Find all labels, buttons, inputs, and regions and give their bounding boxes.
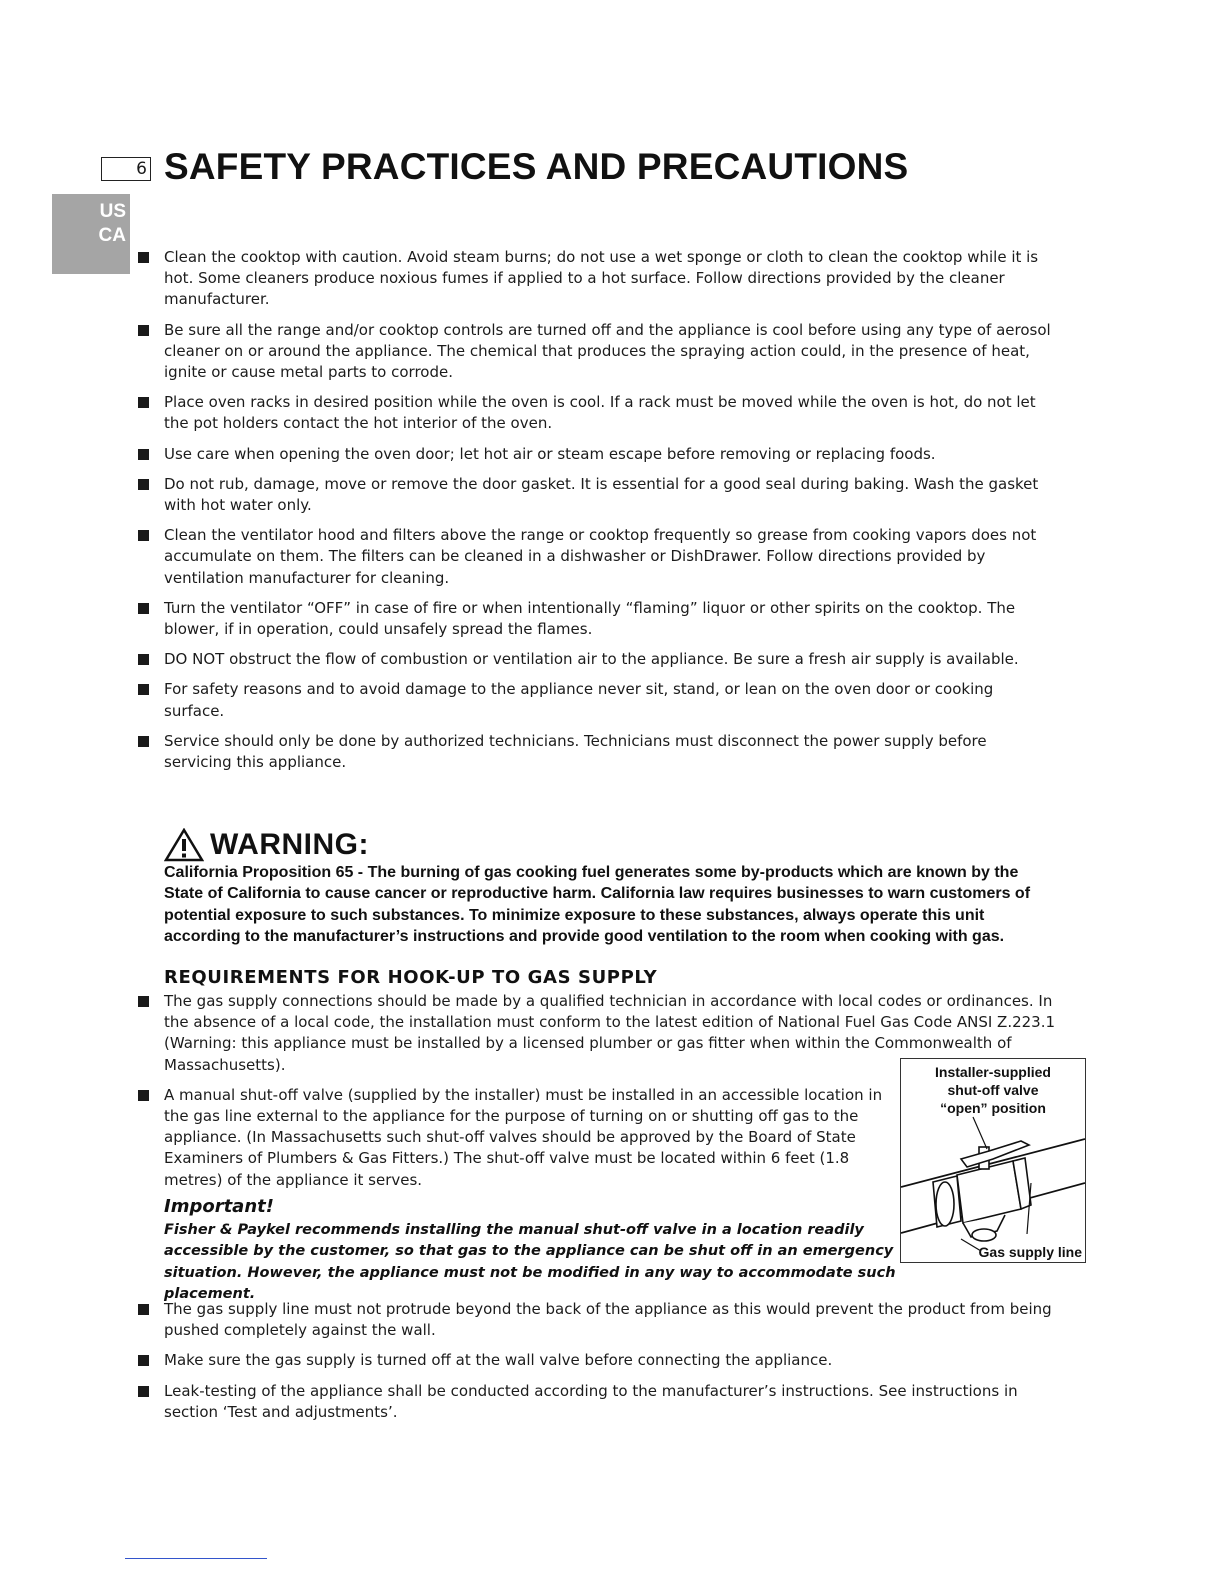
important-line: accessible by the customer, so that gas to the appliance can be shut off in an emergency xyxy=(164,1243,894,1260)
important-text xyxy=(164,1220,964,1305)
warning-section xyxy=(164,828,1044,947)
important-title: Important! xyxy=(164,1196,274,1217)
list-item: The gas supply connections should be made by a qualified technician in accordance with local codes or ordinances. In the absence of a local code, the installation must conform to the latest edition of National Fuel Gas Code ANSI Z.223.1 (Warning: this appliance must be installed by a licensed plumber or gas fitter when within the Commonwealth of Massachusetts). xyxy=(136,991,1056,1076)
list-item: A manual shut-off valve (supplied by the installer) must be installed in an accessible location in the gas line external to the appliance for the purpose of turning on or shutting off gas to the appliance. (In Massachusetts such shut-off valves should be approved by the Board of State Examiners of Plumbers & Gas Fitters.) The shut-off valve must be located within 6 feet (1.8 metres) of the appliance it serves. xyxy=(136,1085,886,1191)
list-item: Leak-testing of the appliance shall be conducted according to the manufacturer’s instructions. See instructions in section ‘Test and adjustments’. xyxy=(136,1381,1056,1423)
list-item: For safety reasons and to avoid damage to the appliance never sit, stand, or lean on the oven door or cooking surface. xyxy=(136,679,1056,721)
diagram-label-line: Installer-supplied xyxy=(935,1064,1051,1080)
requirements-heading: REQUIREMENTS FOR HOOK-UP TO GAS SUPPLY xyxy=(164,967,658,988)
diagram-label-line: shut-off valve xyxy=(947,1082,1039,1098)
list-item: Clean the ventilator hood and filters above the range or cooktop frequently so grease from cooking vapors does not accumulate on them. The filters can be cleaned in a dishwasher or DishDrawer. Follow directions provided by ventilation manufacturer for cleaning. xyxy=(136,525,1056,589)
diagram-label-line: “open” position xyxy=(940,1100,1046,1116)
requirements-list-continued xyxy=(136,1299,1056,1432)
diagram-label-valve xyxy=(901,1063,1085,1117)
list-item: DO NOT obstruct the flow of combustion or ventilation air to the appliance. Be sure a fresh air supply is available. xyxy=(136,649,1056,670)
list-item: The gas supply line must not protrude beyond the back of the appliance as this would prevent the product from being pushed completely against the wall. xyxy=(136,1299,1056,1341)
list-item: Clean the cooktop with caution. Avoid steam burns; do not use a wet sponge or cloth to clean the cooktop while it is hot. Some cleaners produce noxious fumes if applied to a hot surface. Follow directions provided by the cleaner manufacturer. xyxy=(136,247,1056,311)
important-note xyxy=(164,1196,964,1305)
list-item: Turn the ventilator “OFF” in case of fire or when intentionally “flaming” liquor or other spirits on the cooktop. The blower, if in operation, could unsafely spread the flames. xyxy=(136,598,1056,640)
list-item: Be sure all the range and/or cooktop controls are turned off and the appliance is cool before using any type of aerosol cleaner on or around the appliance. The chemical that produces the spraying action could, in the presence of heat, ignite or cause metal parts to corrode. xyxy=(136,320,1056,384)
list-item: Do not rub, damage, move or remove the door gasket. It is essential for a good seal during baking. Wash the gasket with hot water only. xyxy=(136,474,1056,516)
important-line: situation. However, the appliance must not be modified in any way to accommodate such placement. xyxy=(164,1264,896,1302)
warning-triangle-icon xyxy=(164,828,204,862)
region-ca: CA xyxy=(98,225,126,246)
warning-text: California Proposition 65 - The burning of gas cooking fuel generates some by-products which are known by the State of California to cause cancer or reproductive harm. California law requires businesses to warn customers of potential exposure to such substances. To minimize exposure to these substances, always operate this unit according to the manufacturer’s instructions and provide good ventilation to the room when cooking with gas. xyxy=(164,864,1031,945)
page-number: 6 xyxy=(101,157,151,181)
region-us: US xyxy=(99,201,126,222)
list-item: Make sure the gas supply is turned off at the wall valve before connecting the appliance. xyxy=(136,1350,1056,1371)
region-tab xyxy=(52,194,130,274)
list-item: Use care when opening the oven door; let hot air or steam escape before removing or replacing foods. xyxy=(136,444,1056,465)
warning-title: WARNING: xyxy=(210,828,369,861)
shutoff-valve-diagram xyxy=(900,1058,1086,1263)
list-item: Service should only be done by authorized technicians. Technicians must disconnect the power supply before servicing this appliance. xyxy=(136,731,1056,773)
footer-rule xyxy=(125,1558,267,1559)
page-title: SAFETY PRACTICES AND PRECAUTIONS xyxy=(164,146,909,187)
important-line: Fisher & Paykel recommends installing the manual shut-off valve in a location readily xyxy=(164,1222,864,1238)
safety-list xyxy=(136,247,1056,782)
diagram-label-gas-line: Gas supply line xyxy=(978,1244,1082,1260)
list-item: Place oven racks in desired position while the oven is cool. If a rack must be moved while the oven is hot, do not let the pot holders contact the hot interior of the oven. xyxy=(136,392,1056,434)
